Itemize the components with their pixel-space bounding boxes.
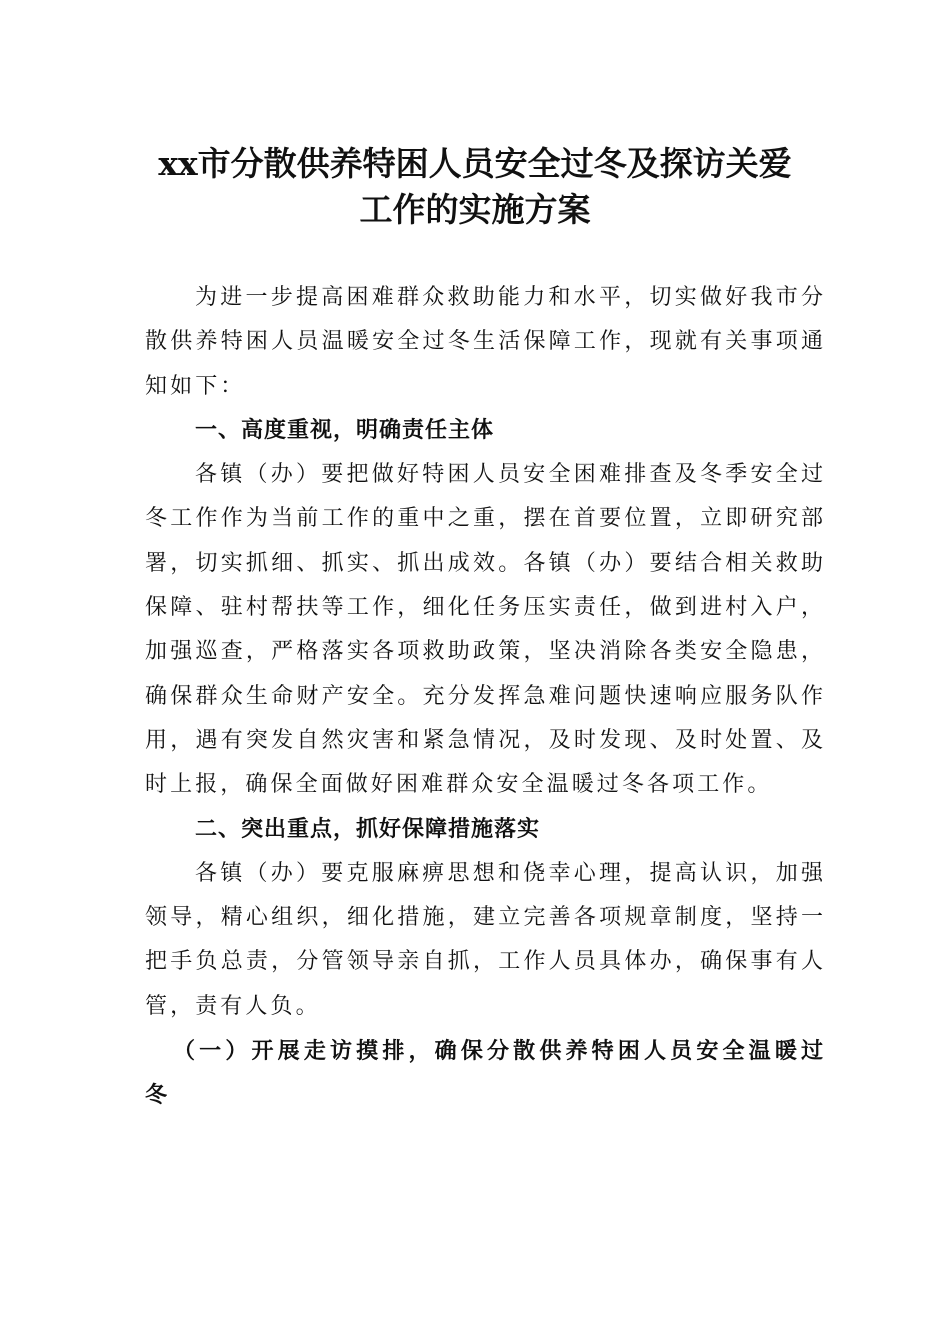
section-1-line: 署，切实抓细、抓实、抓出成效。各镇（办）要结合相关救助 (145, 550, 823, 576)
section-1-line: 确保群众生命财产安全。充分发挥急难问题快速响应服务队作 (145, 683, 823, 709)
section-1-line: 保障、驻村帮扶等工作，细化任务压实责任，做到进村入户， (145, 595, 823, 621)
subsection-1-heading: （一）开展走访摸排，确保分散供养特困人员安全温暖过 (173, 1038, 823, 1065)
intro-line: 散供养特困人员温暖安全过冬生活保障工作，现就有关事项通 (145, 329, 823, 355)
subsection-1-heading-cont: 冬 (145, 1082, 171, 1109)
section-2-heading: 二、突出重点，抓好保障措施落实 (195, 816, 541, 842)
document-title-line-2: 工作的实施方案 (359, 190, 591, 229)
section-1-line: 加强巡查，严格落实各项救助政策，坚决消除各类安全隐患， (145, 639, 823, 665)
section-2-line: 领导，精心组织，细化措施，建立完善各项规章制度，坚持一 (145, 905, 823, 931)
document-body (145, 276, 823, 1118)
section-2-line: 各镇（办）要克服麻痹思想和侥幸心理，提高认识，加强 (195, 860, 823, 886)
section-1-heading: 一、高度重视，明确责任主体 (195, 417, 495, 443)
section-2-line: 把手负总责，分管领导亲自抓，工作人员具体办，确保事有人 (145, 949, 823, 975)
section-1-line: 冬工作作为当前工作的重中之重，摆在首要位置，立即研究部 (145, 506, 823, 532)
intro-line: 为进一步提高困难群众救助能力和水平，切实做好我市分 (195, 285, 823, 310)
section-2-line: 管，责有人负。 (145, 993, 321, 1019)
intro-line: 知如下： (145, 373, 246, 399)
section-1-line: 时上报，确保全面做好困难群众安全温暖过冬各项工作。 (145, 772, 773, 798)
document-title-line-1: xx市分散供养特困人员安全过冬及探访关爱 (158, 144, 792, 183)
section-1-line: 各镇（办）要把做好特困人员安全困难排查及冬季安全过 (195, 462, 823, 488)
section-1-line: 用，遇有突发自然灾害和紧急情况，及时发现、及时处置、及 (145, 727, 823, 753)
